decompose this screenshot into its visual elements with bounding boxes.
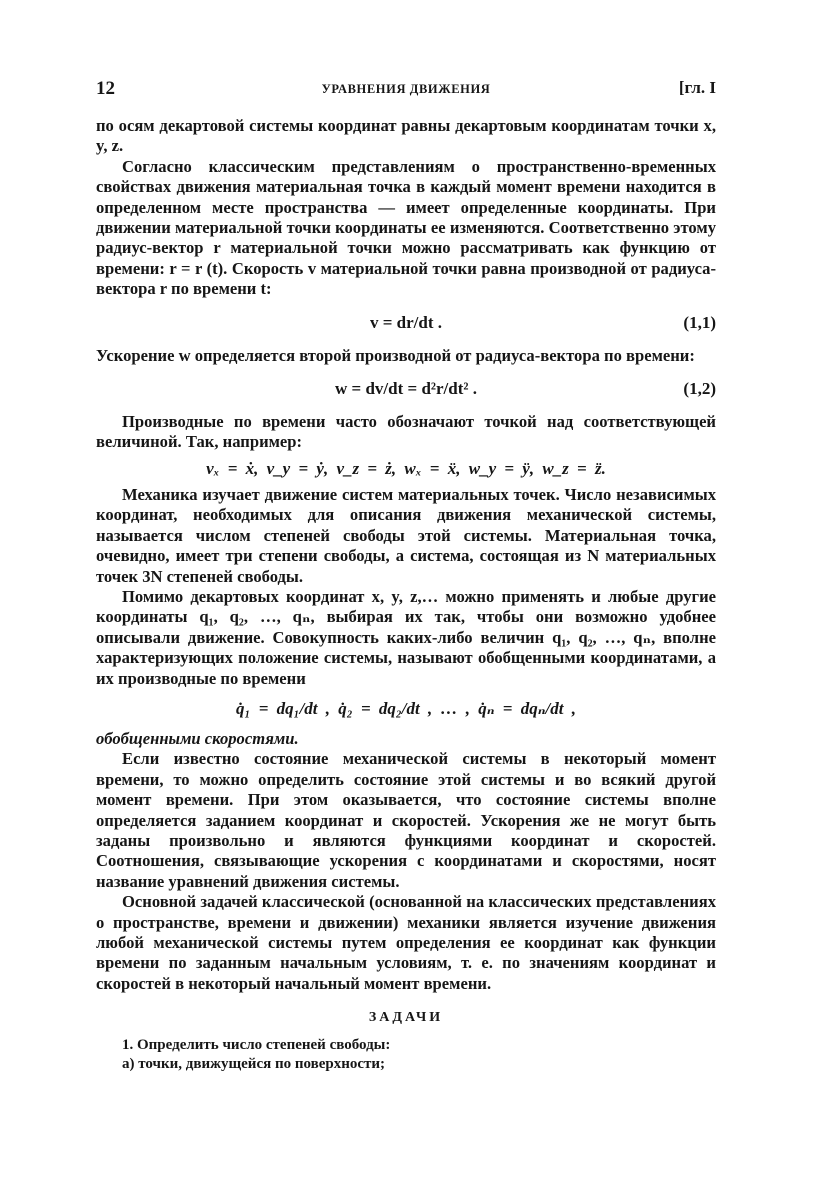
equation-formula: w = dv/dt = d²r/dt² .: [335, 379, 477, 399]
equation-number: (1,1): [683, 312, 716, 332]
equation-1-1: [96, 300, 716, 346]
page-number: 12: [96, 78, 115, 99]
chapter-label: [гл. I: [678, 78, 716, 97]
paragraph: Если известно состояние механической системы в некоторый момент времени, то можно определить состояние этой системы и во всякий другой момент времени. При этом оказывается, что состояние системы вполне определяется заданием координат и скоростей. Ускорения же не могут быть заданы произвольно и являются функциями координат и скоростей. Соотношения, связывающие ускорения с координатами и скоростями, носят название уравнений движения системы.: [96, 749, 716, 891]
paragraph: Согласно классическим представлениям о пространственно-временных свойствах движения материальная точка в каждый момент времени находится в определенном месте пространства — имеет определенные координаты. При движении материальной точки координаты ее изменяются. Соответственно этому радиус-вектор r материальной точки можно рассматривать как функцию от времени: r = r (t). Скорость v материальной точки равна производной от радиуса-вектора r по времени t:: [96, 156, 716, 299]
paragraph: Помимо декартовых координат x, y, z,… можно применять и любые другие координаты q₁, q₂, …, qₙ, выбирая их так, чтобы они возможно удобнее описывали движение. Совокупность каких-либо величин q₁, q₂, …, qₙ, вполне характеризующих положение системы, называют обобщенными координатами, а их производные по времени: [96, 586, 716, 688]
generalized-velocities-equation: q̇₁ = dq₁/dt , q̇₂ = dq₂/dt , … , q̇ₙ = dqₙ/dt ,: [236, 698, 576, 718]
paragraph: по осям декартовой системы координат равны декартовым координатам точки x, y, z.: [96, 116, 716, 156]
equation-number: (1,2): [683, 379, 716, 399]
paragraph: Ускорение w определяется второй производной от радиуса-вектора по времени:: [96, 345, 695, 365]
equation-formula: v = dr/dt .: [369, 312, 443, 332]
task-subitem: а) точки, движущейся по поверхности;: [122, 1056, 386, 1073]
task-item: 1. Определить число степеней свободы:: [122, 1037, 391, 1054]
equation-1-2: [96, 366, 716, 412]
section-heading: ЗАДАЧИ: [368, 1010, 444, 1026]
paragraph: Производные по времени часто обозначают точкой над соответствующей величиной. Так, например:: [96, 412, 716, 452]
dot-notation-equations: vₓ = ẋ, v_y = ẏ, v_z = ż, wₓ = ẍ, w_y = ÿ, w_z = z̈.: [206, 458, 606, 478]
paragraph: обобщенными скоростями.: [96, 728, 299, 748]
running-header: [96, 78, 716, 108]
page: [96, 78, 716, 1074]
paragraph: Основной задачей классической (основанной на классических представлениях о пространстве, времени и движении) механики является изучение движения любой механической системы путем определения ее координат как функции времени по заданным начальным условиям, т. е. по значениям координат и скоростей в некоторый начальный момент времени.: [96, 892, 716, 993]
paragraph: Механика изучает движение систем материальных точек. Число независимых координат, необходимых для описания движения механической системы, называется числом степеней свободы этой системы. Материальная точка, очевидно, имеет три степени свободы, а система, состоящая из N материальных точек 3N степеней свободы.: [96, 484, 716, 586]
running-title: УРАВНЕНИЯ ДВИЖЕНИЯ: [321, 82, 491, 96]
